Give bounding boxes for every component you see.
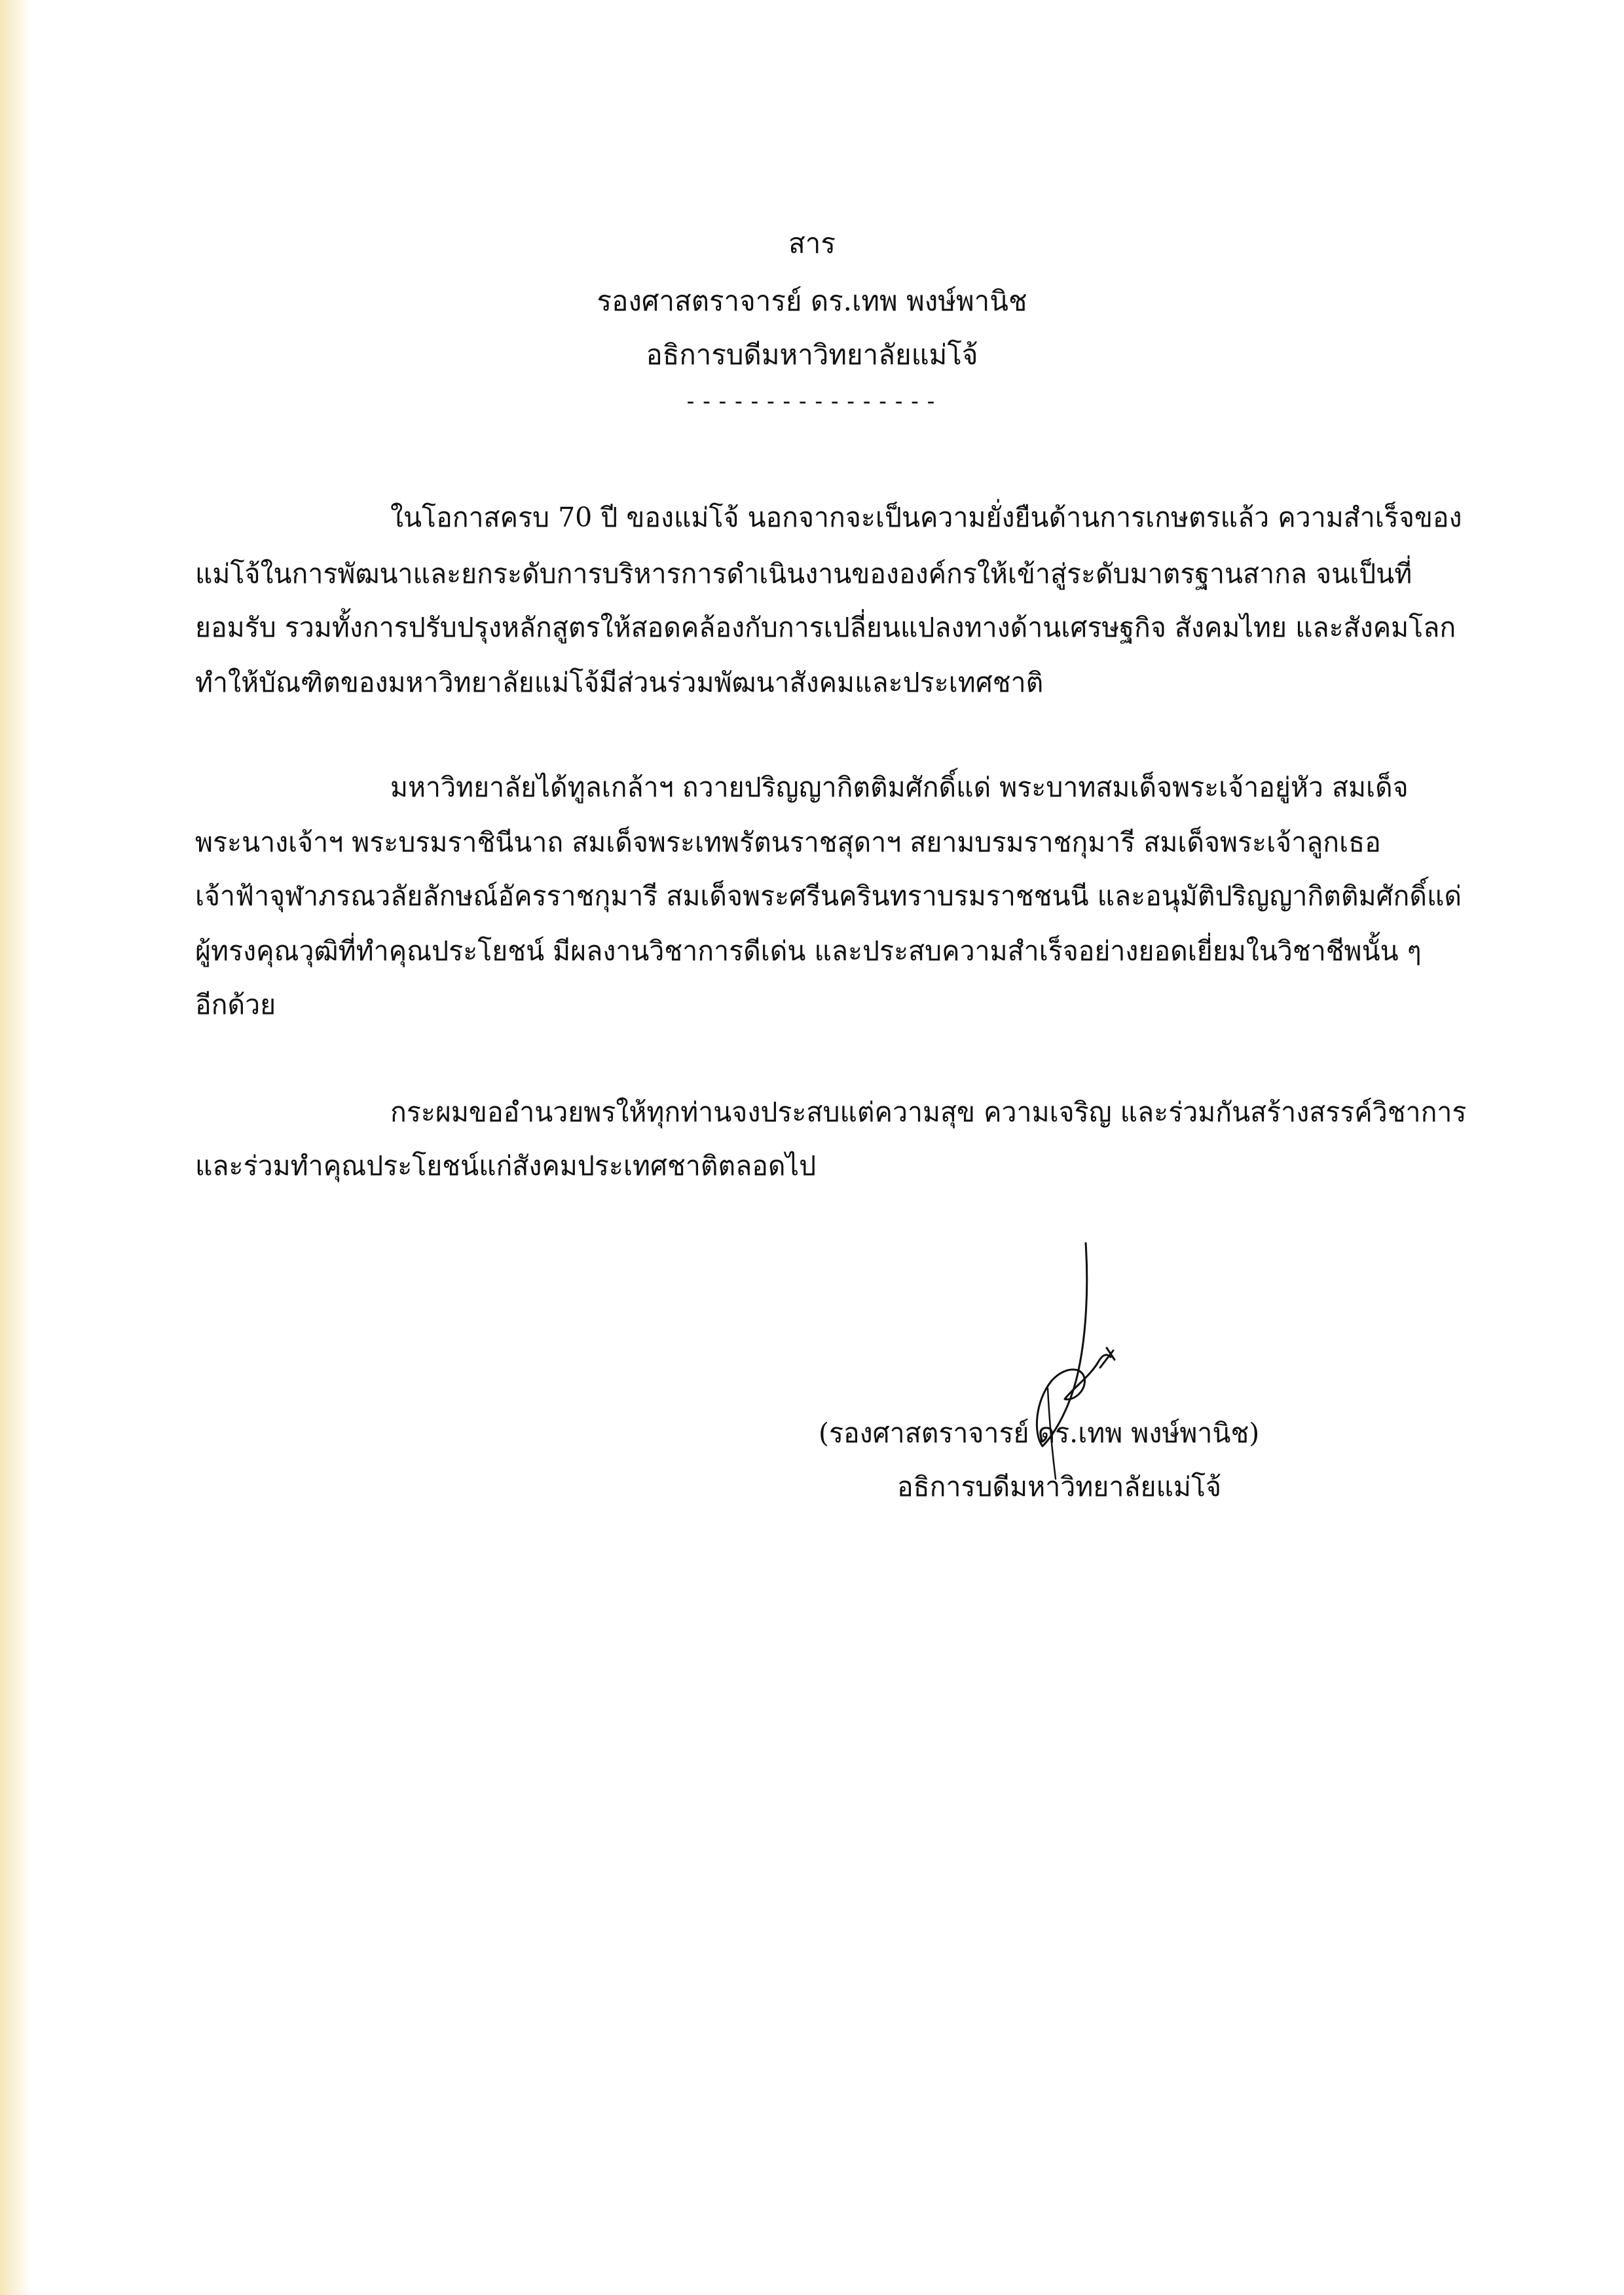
signatory-position: อธิการบดีมหาวิทยาลัยแม่โจ้ [897,1471,1221,1502]
paragraph-3-line: และร่วมทำคุณประโยชน์แก่สังคมประเทศชาติตลอดไป [195,1150,817,1182]
paragraph-2-line: อีกด้วย [195,989,276,1020]
signatory-name: (รองศาสตราจารย์ ดร.เทพ พงษ์พานิช) [819,1417,1260,1449]
paragraph-2-line: พระนางเจ้าฯ พระบรมราชินีนาถ สมเด็จพระเทพรัตนราชสุดาฯ สยามบรมราชกุมารี สมเด็จพระเจ้าลูกเธอ [195,827,1381,858]
author-position: อธิการบดีมหาวิทยาลัยแม่โจ้ [646,339,978,371]
paragraph-2-line: เจ้าฟ้าจุฬาภรณวลัยลักษณ์อัครราชกุมารี สมเด็จพระศรีนครินทราบรมราชชนนี และอนุมัติปริญญากิตติมศักดิ์แด่ [195,880,1462,912]
document-title: สาร [788,227,836,259]
paragraph-1-line: ในโอกาสครบ 70 ปี ของแม่โจ้ นอกจากจะเป็นความยั่งยืนด้านการเกษตรแล้ว ความสำเร็จของ [390,502,1462,533]
paragraph-2-line: ผู้ทรงคุณวุฒิที่ทำคุณประโยชน์ มีผลงานวิชาการดีเด่น และประสบความสำเร็จอย่างยอดเยี่ยมในวิชาชีพนั้น ๆ [195,935,1422,967]
paragraph-1-line: ยอมรับ รวมทั้งการปรับปรุงหลักสูตรให้สอดคล้องกับการเปลี่ยนแปลงทางด้านเศรษฐกิจ สังคมไทย และสังคมโลก [195,612,1456,643]
heading-divider: ---------------- [684,388,940,415]
paragraph-2-line: มหาวิทยาลัยได้ทูลเกล้าฯ ถวายปริญญากิตติมศักดิ์แด่ พระบาทสมเด็จพระเจ้าอยู่หัว สมเด็จ [390,772,1409,803]
paragraph-1-line: แม่โจ้ในการพัฒนาและยกระดับการบริหารการดำเนินงานขององค์กรให้เข้าสู่ระดับมาตรฐานสากล จนเป็นที่ [195,558,1412,589]
paragraph-1-line: ทำให้บัณฑิตของมหาวิทยาลัยแม่โจ้มีส่วนร่วมพัฒนาสังคมและประเทศชาติ [195,667,1044,698]
author-name: รองศาสตราจารย์ ดร.เทพ พงษ์พานิช [597,285,1027,317]
paragraph-3-line: กระผมขออำนวยพรให้ทุกท่านจงประสบแต่ความสุข ความเจริญ และร่วมกันสร้างสรรค์วิชาการ [390,1096,1467,1128]
